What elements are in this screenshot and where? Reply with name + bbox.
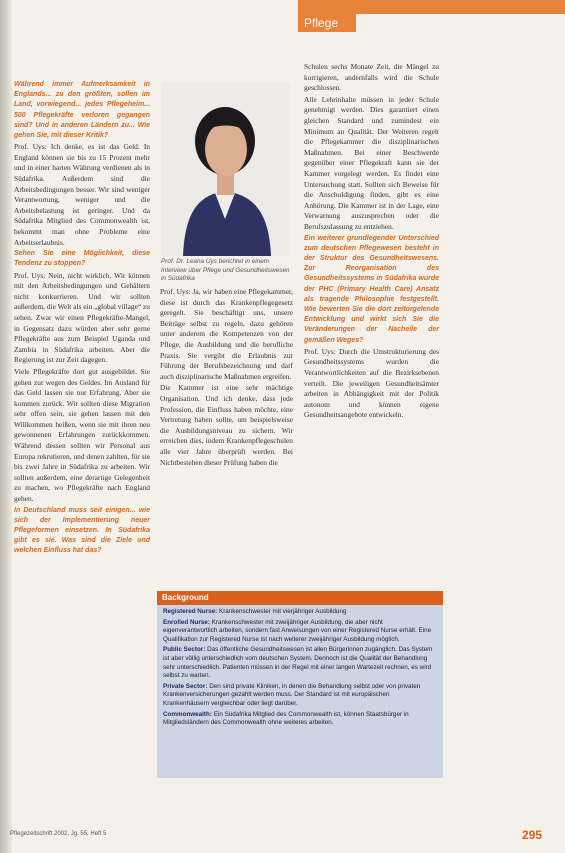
infobox-item bbox=[163, 619, 437, 645]
infobox-item bbox=[163, 608, 437, 617]
background-infobox bbox=[157, 591, 443, 778]
infobox-body bbox=[157, 605, 443, 733]
infobox-term: Private Sector: bbox=[163, 682, 208, 690]
photo-caption: Prof. Dr. Leana Uys berichtet in einem Interview über Pflege und Gesundheitswesen in Südafrika bbox=[161, 258, 290, 283]
infobox-term: Commonwealth: bbox=[163, 710, 212, 718]
section-title: Pflege bbox=[298, 14, 356, 32]
infobox-text: Den sind private Kliniken, in denen die Behandlung selbst oder von privaten Krankenversicherungen gezahlt werden muss. Der Standard ist mit europäischen Krankenhäusern vergleichbar oder liegt darüber. bbox=[163, 682, 421, 707]
infobox-term: Registered Nurse: bbox=[163, 608, 218, 615]
mid-answer-1: Prof. Uys: Ja, wir haben eine Pflegekammer, diese ist durch das Krankenpflegegesetz geregelt. Sie beschäftigt uns, unsere Beiträge selbst zu regeln, dazu gehören unter anderem die Kompetenzen von der Pflege, die Ausbildung und die berufliche Praxis. Sie vergibt die Erlaubnis zur Führung der Berufsbezeichnung und darf auch disziplinarische Maßnahmen ergreifen. bbox=[160, 287, 293, 381]
right-para-1: Schulen sechs Monate Zeit, die Mängel zu korrigieren, andernfalls wird die Schule geschlossen. bbox=[304, 62, 439, 93]
portrait-image bbox=[161, 83, 290, 256]
right-column bbox=[304, 62, 439, 422]
infobox-item bbox=[163, 646, 437, 680]
infobox-term: Enrolled Nurse: bbox=[163, 618, 210, 626]
infobox-text: Krankenschwester mit vierjähriger Ausbildung bbox=[219, 608, 347, 615]
portrait-photo bbox=[161, 83, 290, 256]
left-column bbox=[14, 80, 150, 558]
mid-answer-2: Die Kammer ist eine sehr mächtige Organisation. Und ich denke, dass jede Profession, die Einfluss haben möchte, eine Vertretung haben sollte, um beispielsweise die Ausbildungsniveau zu sichern. Wir erreichen dies, indem Krankenpflegeschulen alle vier Jahre überprüft werden. Bei Nichtbestehen dieser Prüfung haben die bbox=[160, 383, 293, 467]
answer-1: Prof. Uys: Ich denke, es ist das Geld. In England können sie bis zu 15 Prozent mehr und in einer harten Währung verdienen als in Südafrika. Außerdem sind die Arbeitsbedingungen besser. Wir sind weniger Verantwortung, weniger und die Arbeitsbelastung ist geringer. Und da Südafrika Mitglied des Commonwealth ist, bekommt man ohne Probleme eine Arbeitserlaubnis. bbox=[14, 142, 150, 247]
right-para-3: Prof. Uys: Durch die Umstrukturierung des Gesundheitssystems wurden die Verantwortlichkeiten auf die Bezirksebenen verteilt. Die jeweiligen Gesundheitsämter arbeiten in Abhängigkeit mit der Politik autonom und können eigene Gesundheitsangebote entwickeln. bbox=[304, 346, 439, 420]
infobox-item bbox=[163, 683, 437, 709]
right-question: Ein weiterer grundlegender Unterschied zum deutschen Pflegewesen besteht in der Struktur des Gesundheitswesens. Zur Reorganisation des Gesundheitssystems in Südafrika wurde der PHC (Primary Health Care) Ansatz als tragende Philosophie festgestellt. Wie bewerten Sie die dort zeitorgelende Entwicklung und wirkt sich Sie die Veränderungen der Nacheile der gemäßen Weges? bbox=[304, 234, 439, 344]
infobox-text: Ein Südafrika Mitglied des Commonwealth ist, können Staatsbürger in Mitgliedsländern des Commonwealth ohne weiteres arbeiten. bbox=[163, 710, 409, 727]
infobox-term: Public Sector: bbox=[163, 646, 206, 654]
binding-spine bbox=[0, 0, 12, 853]
page-number: 295 bbox=[522, 828, 543, 842]
question-1: Während immer Aufmerksamkeit in Englands... zu den größten, sollen im Land, vorwiegend... jedes Pflegeheim... 500 Pflegekräfte verloren gegangen sind? Und in anderen Ländern zu... Wie gehen Sie, mit dieser Kritik? bbox=[14, 81, 150, 140]
right-para-2: Alle Lehrinhalte müssen in jeder Schule genehmigt werden. Dies garantiert einen gleichen Standard und zumindest ein Minimum an Qualität. Der Weiteren regelt die Pflegekammer die disziplinarischen Maßnahmen. Bei einer Beschwerde gegenüber einer Pflegekraft kann sie der Kammer vorgelegt werden. Es findet eine Untersuchung statt. Sollten sich Beweise für die Anschuldigung finden, gibt es eine Anhörung. Die Kammer ist in der Lage, eine Verwarnung auszusprechen oder die Berufszulassung zu entziehen. bbox=[304, 94, 439, 231]
infobox-text: Krankenschwester mit zweijähriger Ausbildung, die aber nicht eigenverantwortlich arbeiten, sondern fast Anweisungen von einer Registered Nurse erhält. Eine Qualifikation zur Registered Nurse ist nach weiterer zweijähriger Ausbildung möglich. bbox=[163, 618, 432, 643]
infobox-item bbox=[163, 711, 437, 728]
question-2: Sehen Sie eine Möglichkeit, diese Tendenz zu stoppen? bbox=[14, 250, 150, 268]
answer-2: Prof. Uys: Nein, nicht wirklich. Wir können mit den Arbeitsbedingungen und Gehältern nicht konkurrieren. Und wir sollten außerdem, die Welt als ein „global village“ zu sehen. Zwar wir einen Pflegekräfte-Mangel, in Gegensatz dazu würden aber sehr gerne Pflegekräfte aus zum Beispiel Uganda und Zambia in Südafrika arbeiten. Aber die Regierung ist zur Zeit dagegen. bbox=[14, 270, 150, 365]
question-3: In Deutschland muss seit einigen... wie sich der Implementierung neuer Pflegeformen einsetzen. In Südafrika gibt es sie. Was sind die Ziele und welchen Einfluss hat das? bbox=[14, 506, 150, 555]
page-footer: Pflegezeitschrift 2002, Jg. 55, Heft 5 bbox=[10, 831, 107, 837]
infobox-title: Background bbox=[157, 591, 443, 605]
answer-2-cont: Viele Pflegekräfte dort gut ausgebildet. Sie gehen zur wegen des Geldes. Im Ausland für das Geld lassen sie nur Erfahrung. Aber sie kommen zurück. Wir sollten diese Migration sehr offen sein, sie gehen lassen mit den Willkommen heißen, wenn sie mit ihren neu gewonnenen Erfahrungen zurückkommen. Während dessen sollten wir Personal aus Europa rekrutieren, und denen zahlten, für sie bis zwei Jahre in Südafrika zu arbeiten. Wir sollten außerdem, eine derartige Gelegenheit zu machen, wo Pflegekräfte nach England gehen. bbox=[14, 366, 150, 504]
middle-column bbox=[160, 287, 293, 469]
section-header-bar bbox=[298, 0, 565, 14]
infobox-text: Das öffentliche Gesundheitswesen ist allen Bürgerinnen zugänglich. Das System ist aber völlig unterschiedlich vom deutschen System. Dennoch ist die Qualität der Behandlung sehr unterschiedlich. Patienten müssen in der Regel mit einer langen Wartezeit rechnen, es wird selbst zu warten. bbox=[163, 646, 433, 680]
